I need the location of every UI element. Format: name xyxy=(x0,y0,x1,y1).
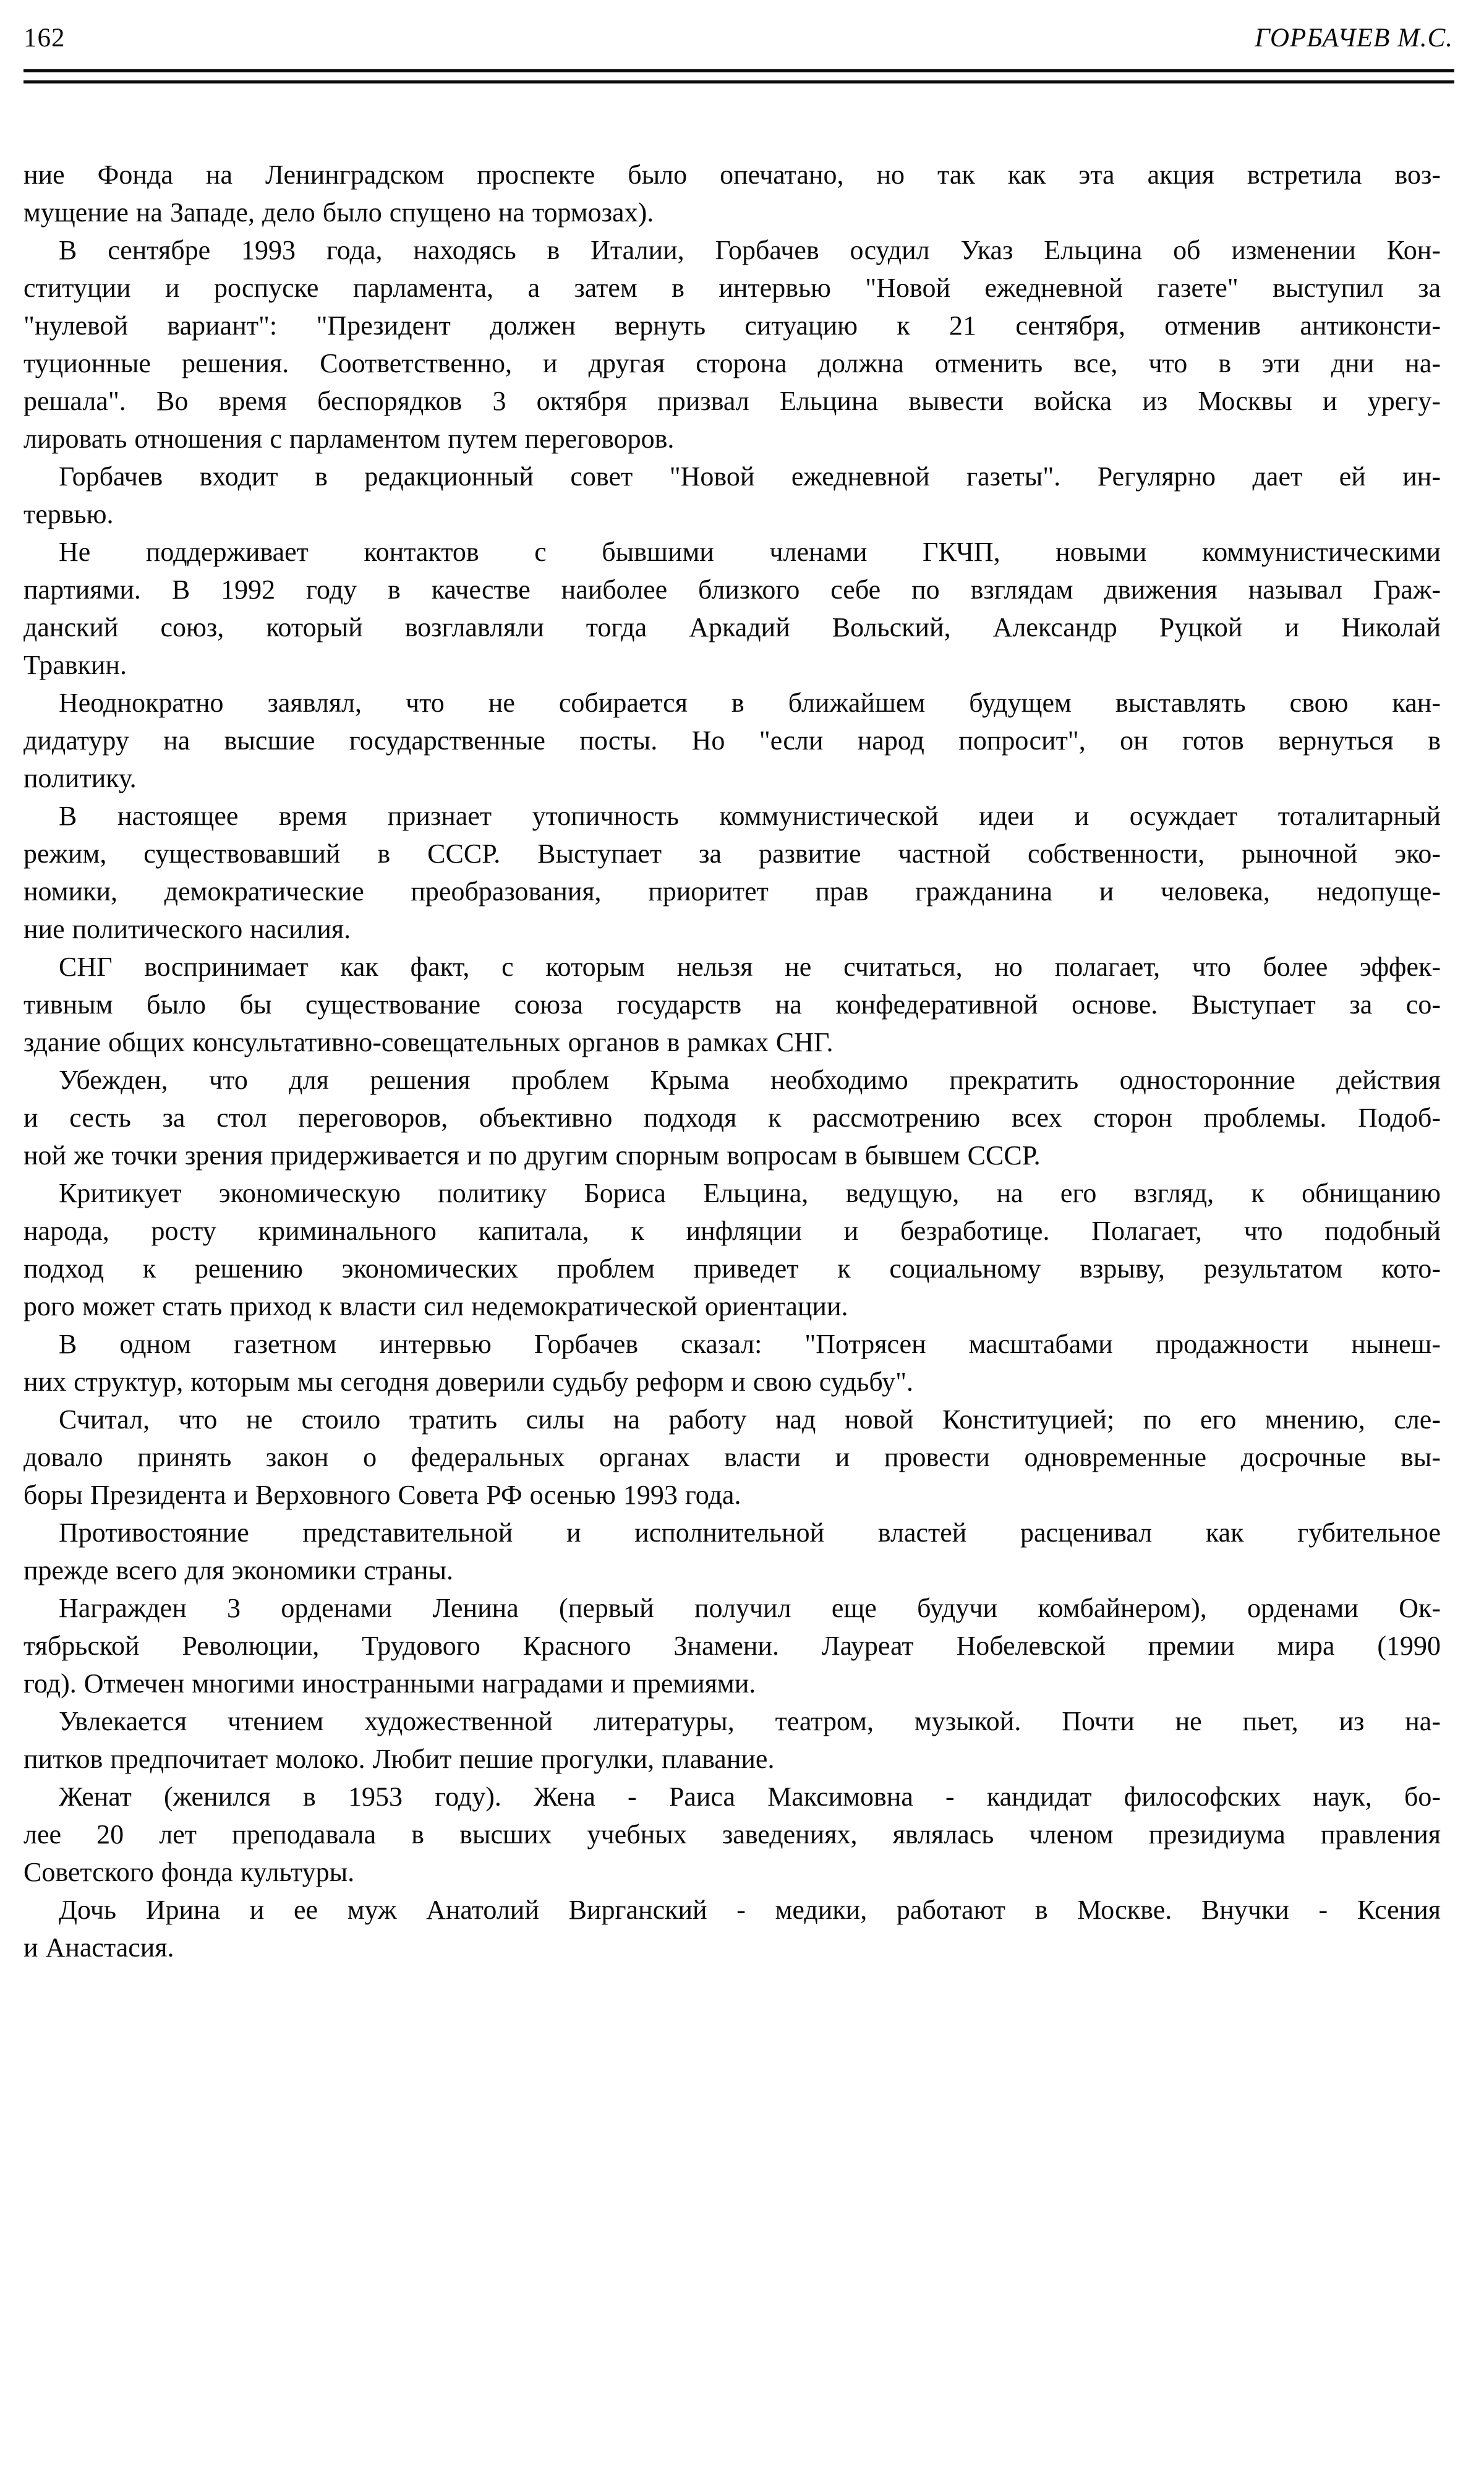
paragraph xyxy=(23,1891,1441,1966)
text-line: Критикует экономическую политику Бориса Ельцина, ведущую, на его взгляд, к обнищанию xyxy=(59,1178,1441,1208)
text-line: народа, росту криминального капитала, к инфляции и безработице. Полагает, что подобный xyxy=(23,1216,1441,1246)
running-title: ГОРБАЧЕВ М.С. xyxy=(1255,23,1453,53)
text-line: Награжден 3 орденами Ленина (первый получил еще будучи комбайнером), орденами Ок- xyxy=(59,1593,1441,1623)
text-line: Увлекается чтением художественной литературы, театром, музыкой. Почти не пьет, из на- xyxy=(59,1706,1441,1736)
text-line: год). Отмечен многими иностранными наградами и премиями. xyxy=(23,1668,756,1699)
paragraph xyxy=(23,797,1441,948)
text-line: ной же точки зрения придерживается и по другим спорным вопросам в бывшем СССР. xyxy=(23,1140,1041,1171)
paragraph xyxy=(23,231,1441,458)
text-line: рого может стать приход к власти сил недемократической ориентации. xyxy=(23,1291,848,1321)
text-line: ние политического насилия. xyxy=(23,914,351,944)
text-line: Женат (женился в 1953 году). Жена - Раиса Максимовна - кандидат философских наук, бо- xyxy=(59,1782,1441,1812)
text-line: партиями. В 1992 году в качестве наиболее близкого себе по взглядам движения называл Граж- xyxy=(23,574,1441,605)
text-line: Травкин. xyxy=(23,650,127,680)
text-line: туционные решения. Соответственно, и другая сторона должна отменить все, что в эти дни на- xyxy=(23,348,1441,378)
text-line: Убежден, что для решения проблем Крыма необходимо прекратить односторонние действия xyxy=(59,1065,1441,1095)
paragraph xyxy=(23,533,1441,684)
text-line: лировать отношения с парламентом путем переговоров. xyxy=(23,424,675,454)
text-line: дидатуру на высшие государственные посты. Но "если народ попросит", он готов вернуться в xyxy=(23,725,1441,756)
text-block xyxy=(23,156,1441,1966)
text-line: довало принять закон о федеральных органах власти и провести одновременные досрочные вы- xyxy=(23,1442,1441,1472)
running-header xyxy=(23,22,1453,54)
text-line: режим, существовавший в СССР. Выступает за развитие частной собственности, рыночной эко- xyxy=(23,838,1441,869)
text-line: подход к решению экономических проблем приведет к социальному взрыву, результатом кото- xyxy=(23,1253,1441,1284)
text-line: них структур, которым мы сегодня доверили судьбу реформ и свою судьбу". xyxy=(23,1367,914,1397)
text-line: тервью. xyxy=(23,499,114,529)
paragraph xyxy=(23,684,1441,797)
text-line: Горбачев входит в редакционный совет "Новой ежедневной газеты". Регулярно дает ей ин- xyxy=(59,461,1441,492)
paragraph xyxy=(23,1702,1441,1778)
text-line: и Анастасия. xyxy=(23,1932,174,1963)
paragraph xyxy=(23,1174,1441,1325)
text-line: В настоящее время признает утопичность коммунистической идеи и осуждает тоталитарный xyxy=(59,801,1441,831)
text-line: Неоднократно заявлял, что не собирается в ближайшем будущем выставлять свою кан- xyxy=(59,688,1441,718)
paragraph xyxy=(23,1325,1441,1401)
text-line: ституции и роспуске парламента, а затем в интервью "Новой ежедневной газете" выступил за xyxy=(23,273,1441,303)
text-line: Советского фонда культуры. xyxy=(23,1857,355,1887)
paragraph xyxy=(23,1514,1441,1589)
text-line: питков предпочитает молоко. Любит пешие прогулки, плавание. xyxy=(23,1744,775,1774)
text-line: В сентябре 1993 года, находясь в Италии, Горбачев осудил Указ Ельцина об изменении Кон- xyxy=(59,235,1441,265)
text-line: тивным было бы существование союза государств на конфедеративной основе. Выступает за со- xyxy=(23,989,1441,1020)
text-line: Дочь Ирина и ее муж Анатолий Вирганский - медики, работают в Москве. Внучки - Ксения xyxy=(59,1895,1441,1925)
text-line: номики, демократические преобразования, приоритет прав гражданина и человека, недопуще- xyxy=(23,876,1441,907)
text-line: решала". Во время беспорядков 3 октября призвал Ельцина вывести войска из Москвы и урегу- xyxy=(23,386,1441,416)
paragraph xyxy=(23,1401,1441,1514)
text-line: лее 20 лет преподавала в высших учебных заведениях, являлась членом президиума правления xyxy=(23,1819,1441,1850)
paragraph xyxy=(23,458,1441,533)
paragraph xyxy=(23,156,1441,231)
text-line: Противостояние представительной и исполнительной властей расценивал как губительное xyxy=(59,1517,1441,1548)
paragraph xyxy=(23,948,1441,1061)
text-line: ние Фонда на Ленинградском проспекте было опечатано, но так как эта акция встретила воз- xyxy=(23,160,1441,190)
page-number: 162 xyxy=(23,23,66,53)
paragraph xyxy=(23,1778,1441,1891)
text-line: боры Президента и Верховного Совета РФ осенью 1993 года. xyxy=(23,1480,741,1510)
text-line: тябрьской Революции, Трудового Красного Знамени. Лауреат Нобелевской премии мира (1990 xyxy=(23,1631,1441,1661)
text-line: здание общих консультативно-совещательных органов в рамках СНГ. xyxy=(23,1027,834,1057)
text-line: В одном газетном интервью Горбачев сказал: "Потрясен масштабами продажности нынеш- xyxy=(59,1329,1441,1359)
text-line: "нулевой вариант": "Президент должен вернуть ситуацию к 21 сентября, отменив антиконсти- xyxy=(23,310,1441,341)
paragraph xyxy=(23,1061,1441,1174)
text-line: Считал, что не стоило тратить силы на работу над новой Конституцией; по его мнению, сле- xyxy=(59,1404,1441,1435)
text-line: политику. xyxy=(23,763,137,793)
header-double-rule xyxy=(23,69,1454,83)
text-line: данский союз, который возглавляли тогда Аркадий Вольский, Александр Руцкой и Николай xyxy=(23,612,1441,642)
text-line: и сесть за стол переговоров, объективно подходя к рассмотрению всех сторон проблемы. Подоб- xyxy=(23,1103,1441,1133)
text-line: прежде всего для экономики страны. xyxy=(23,1555,454,1585)
text-line: мущение на Западе, дело было спущено на тормозах). xyxy=(23,197,654,228)
text-line: Не поддерживает контактов с бывшими членами ГКЧП, новыми коммунистическими xyxy=(59,537,1441,567)
text-line: СНГ воспринимает как факт, с которым нельзя не считаться, но полагает, что более эффек- xyxy=(59,952,1441,982)
paragraph xyxy=(23,1589,1441,1702)
